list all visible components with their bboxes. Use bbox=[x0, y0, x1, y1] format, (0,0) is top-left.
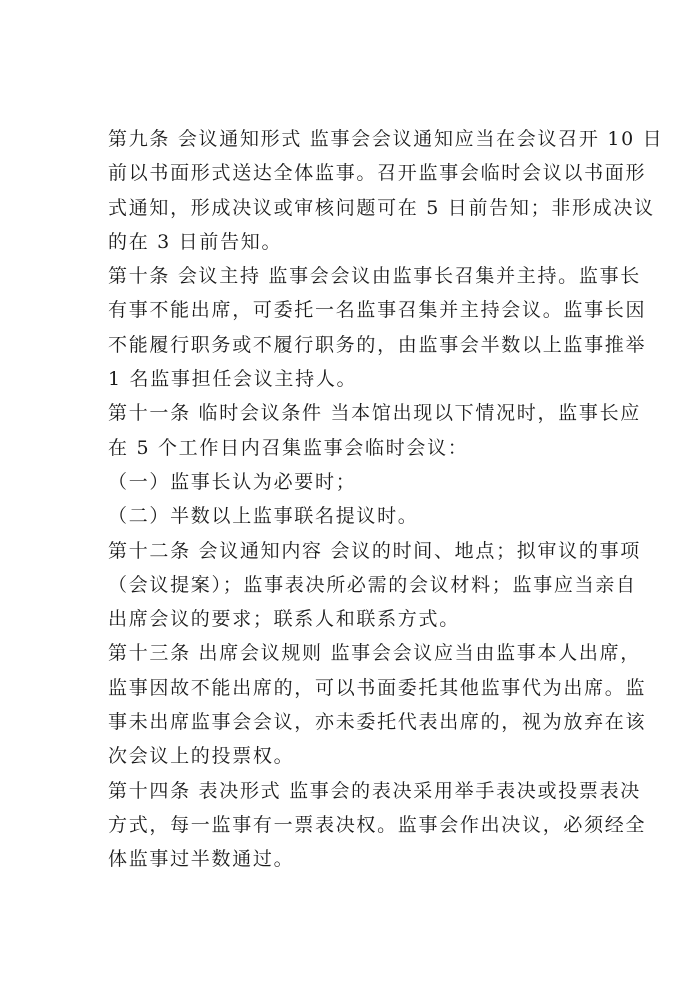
text-line: （会议提案）；监事表决所必需的会议材料；监事应当亲自 bbox=[108, 573, 637, 596]
text-line: 在 5 个工作日内召集监事会临时会议： bbox=[108, 436, 469, 459]
text-line: 监事因故不能出席的，可以书面委托其他监事代为出席。监 bbox=[108, 676, 647, 699]
text-line: 出席会议的要求；联系人和联系方式。 bbox=[108, 608, 460, 631]
text-line: （一）监事长认为必要时； bbox=[108, 470, 357, 493]
text-line: 第十三条 出席会议规则 监事会会议应当由监事本人出席， bbox=[108, 642, 641, 665]
text-line: 第十四条 表决形式 监事会的表决采用举手表决或投票表决 bbox=[108, 779, 641, 802]
text-line: 第十一条 临时会议条件 当本馆出现以下情况时，监事长应 bbox=[108, 402, 641, 425]
text-line: 1 名监事担任会议主持人。 bbox=[108, 368, 358, 391]
text-line: 的在 3 日前告知。 bbox=[108, 230, 283, 253]
text-line: 第十条 会议主持 监事会会议由监事长召集并主持。监事长 bbox=[108, 265, 641, 288]
text-line: 第十二条 会议通知内容 会议的时间、地点；拟审议的事项 bbox=[108, 539, 641, 562]
text-line: 有事不能出席，可委托一名监事召集并主持会议。监事长因 bbox=[108, 299, 647, 322]
text-line: （二）半数以上监事联名提议时。 bbox=[108, 505, 419, 528]
text-line: 第九条 会议通知形式 监事会会议通知应当在会议召开 10 日 bbox=[108, 128, 664, 150]
text-line: 式通知，形成决议或审核问题可在 5 日前告知；非形成决议 bbox=[108, 196, 655, 219]
text-line: 体监事过半数通过。 bbox=[108, 848, 295, 871]
text-line: 方式，每一监事有一票表决权。监事会作出决议，必须经全 bbox=[108, 813, 647, 836]
text-line: 不能履行职务或不履行职务的，由监事会半数以上监事推举 bbox=[108, 333, 647, 356]
text-line: 前以书面形式送达全体监事。召开监事会临时会议以书面形 bbox=[108, 162, 647, 185]
document-body bbox=[108, 122, 664, 877]
text-line: 事未出席监事会会议，亦未委托代表出席的，视为放弃在该 bbox=[108, 711, 647, 734]
text-line: 次会议上的投票权。 bbox=[108, 745, 295, 768]
